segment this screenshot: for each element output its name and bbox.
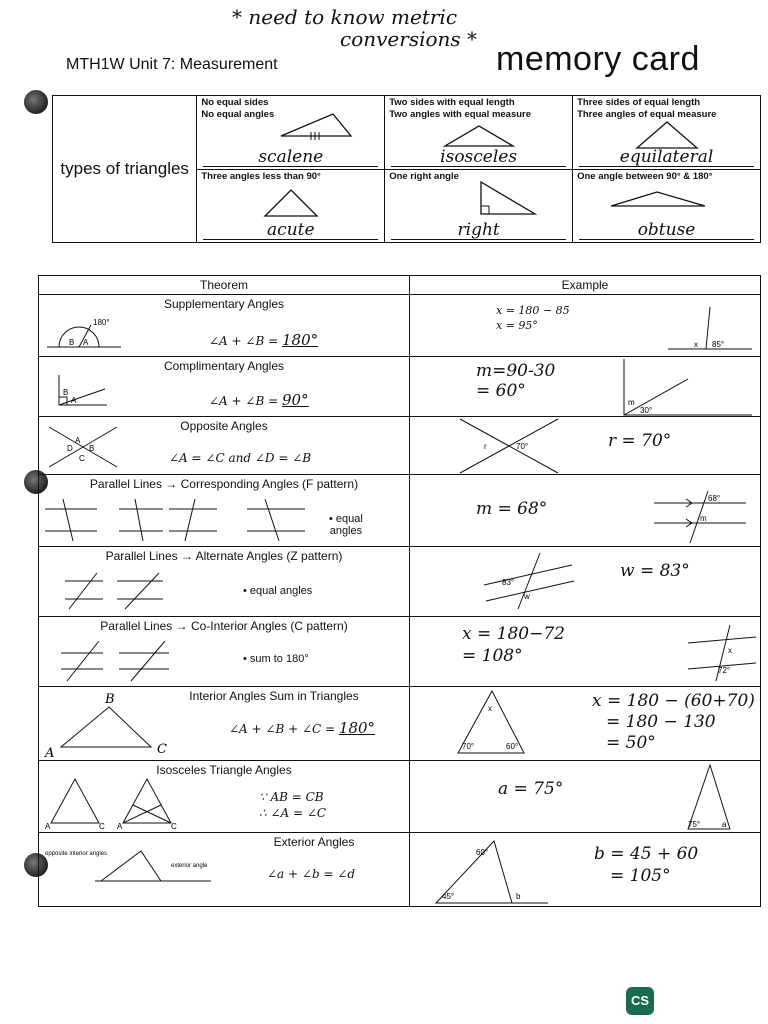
theorem-formula (229, 719, 375, 737)
figure-label: 45° (442, 892, 455, 901)
example-work: a = 75° (498, 779, 564, 799)
answer-obtuse: obtuse (579, 221, 754, 240)
table-row (39, 547, 761, 617)
metric-note (232, 6, 532, 50)
figure-label: 85° (712, 340, 725, 349)
note-line: • equal (329, 513, 363, 525)
theorem-formula (209, 331, 318, 349)
figure-label: A (71, 396, 77, 405)
figure-label: b (516, 892, 521, 901)
theorem-cell (39, 547, 410, 617)
figure-label: C (99, 822, 105, 831)
example-work: w = 83° (620, 561, 690, 581)
example-line: = 180 − 130 (606, 712, 716, 732)
figure-label: A (45, 822, 51, 831)
complimentary-diagram (57, 371, 117, 411)
example-line: x = 180 − 85 (496, 304, 570, 317)
types-label: types of triangles (53, 96, 197, 243)
figure-label: A (83, 338, 89, 347)
figure-label: r (484, 442, 487, 451)
alternate-example-diagram (480, 551, 580, 611)
table-row (39, 833, 761, 907)
figure-label: x (488, 704, 492, 713)
theorem-title: Exterior Angles (273, 835, 355, 849)
answer-right: right (391, 221, 566, 240)
example-cell (410, 687, 761, 761)
figure-label: 30° (640, 406, 653, 415)
figure-label: w (524, 592, 530, 601)
table-row (39, 475, 761, 547)
example-line: x = 180 − (60+70) (592, 691, 755, 711)
theorem-cell (39, 833, 410, 907)
example-cell (410, 357, 761, 417)
figure-label: C (79, 454, 85, 463)
figure-label: x (694, 340, 698, 349)
figure-label: m (700, 514, 707, 523)
answer-acute: acute (203, 221, 378, 240)
formula-line: ∴ ∠A = ∠C (259, 806, 327, 820)
note-line-2: conversions * (340, 27, 478, 51)
type-desc: No equal angles (201, 109, 275, 120)
figure-label: 70° (462, 742, 475, 751)
type-cell-right (385, 169, 573, 243)
triangle-types-table (52, 95, 761, 243)
type-cell-obtuse (573, 169, 761, 243)
theorem-cell (39, 687, 410, 761)
opposite-angles-diagram (45, 423, 125, 471)
formula-answer: 180° (281, 331, 319, 349)
type-desc: Three angles of equal measure (577, 109, 717, 120)
supplementary-example-diagram (666, 305, 756, 355)
obtuse-triangle-icon (609, 188, 709, 212)
supplementary-diagram (45, 313, 125, 353)
isosceles-theorem-diagram (43, 775, 193, 831)
type-desc: Three sides of equal length (577, 97, 701, 108)
exterior-example-diagram (432, 835, 552, 905)
example-cell (410, 547, 761, 617)
figure-label: opposite interior angles (45, 851, 108, 857)
example-line: x = 95° (496, 319, 538, 332)
type-cell-scalene (197, 96, 385, 170)
theorem-title: Supplementary Angles (163, 297, 285, 311)
theorem-formula: ∠a + ∠b = ∠d (267, 867, 356, 881)
figure-label: B (63, 388, 69, 397)
hole-punch-icon (24, 90, 48, 114)
exterior-angle-diagram (41, 847, 231, 887)
theorem-title: Isosceles Triangle Angles (156, 763, 292, 777)
theorem-cell (39, 357, 410, 417)
theorem-note: • sum to 180° (243, 653, 309, 665)
note-line-1: * need to know metric (232, 5, 458, 29)
theorem-cell (39, 761, 410, 833)
co-interior-diagram (59, 639, 209, 683)
figure-label: 60° (506, 742, 519, 751)
theorem-formula: ∠A = ∠C and ∠D = ∠B (169, 451, 312, 465)
type-desc: One right angle (389, 170, 459, 182)
theorem-formula (259, 789, 326, 821)
table-row (39, 295, 761, 357)
opposite-example-diagram (454, 417, 564, 475)
interior-sum-example-diagram (454, 689, 528, 757)
theorem-note: • equal angles (243, 585, 313, 597)
type-desc: Three angles less than 90° (201, 170, 321, 182)
co-interior-example-diagram (686, 623, 760, 683)
table-row (39, 617, 761, 687)
example-line: = 105° (610, 866, 671, 886)
theorem-title: Parallel Lines → Corresponding Angles (F pattern) (89, 477, 359, 491)
table-row (39, 357, 761, 417)
example-cell (410, 417, 761, 475)
example-work (462, 623, 565, 667)
interior-sum-diagram (41, 691, 181, 759)
figure-label: m (628, 398, 635, 407)
example-work (592, 691, 755, 754)
page-title: memory card (496, 40, 700, 78)
answer-scalene: scalene (203, 148, 378, 167)
formula-line: ∵ AB = CB (259, 790, 324, 804)
type-cell-isosceles (385, 96, 573, 170)
column-example: Example (410, 276, 761, 295)
figure-label: C (171, 822, 177, 831)
alternate-angles-diagram (63, 569, 203, 613)
formula-text: ∠A + ∠B = (209, 334, 279, 348)
theorem-title: Parallel Lines → Co-Interior Angles (C pattern) (100, 619, 348, 633)
example-cell (410, 617, 761, 687)
figure-label: x (728, 646, 732, 655)
figure-label: 72° (718, 666, 731, 675)
theorem-title: Complimentary Angles (163, 359, 285, 373)
example-line: x = 180−72 (462, 624, 565, 644)
isosceles-example-diagram (684, 763, 740, 833)
example-work (476, 361, 555, 401)
theorem-title: Opposite Angles (180, 419, 268, 433)
figure-label: A (117, 822, 123, 831)
theorem-cell (39, 295, 410, 357)
theorem-title: Parallel Lines → Alternate Angles (Z pattern) (105, 549, 343, 563)
corresponding-example-diagram (650, 489, 750, 545)
table-row (39, 761, 761, 833)
table-row (39, 687, 761, 761)
theorem-formula (209, 391, 309, 409)
answer-isosceles: isosceles (391, 148, 566, 167)
figure-label: 68° (708, 494, 721, 503)
example-line: = 108° (462, 646, 523, 666)
right-triangle-icon (475, 178, 545, 218)
example-line: b = 45 + 60 (594, 844, 699, 864)
note-line: angles (329, 525, 363, 537)
type-desc: One angle between 90° & 180° (577, 170, 713, 182)
figure-label: A (45, 746, 55, 759)
figure-label: exterior angle (171, 863, 208, 869)
example-work: r = 70° (608, 431, 672, 451)
complimentary-example-diagram (622, 357, 756, 417)
type-desc: No equal sides (201, 97, 269, 108)
corresponding-angles-diagram (43, 495, 313, 545)
figure-label: 75° (688, 820, 701, 829)
theorem-cell (39, 417, 410, 475)
scalene-triangle-icon (277, 110, 357, 140)
example-cell (410, 833, 761, 907)
figure-label: 180° (93, 318, 110, 327)
figure-label: B (69, 338, 75, 347)
formula-text: ∠A + ∠B + ∠C = (229, 722, 336, 736)
figure-label: B (105, 692, 115, 707)
figure-label: A (75, 436, 81, 445)
example-line: = 50° (606, 733, 656, 753)
example-line: m=90-30 (476, 361, 556, 381)
unit-title: MTH1W Unit 7: Measurement (66, 56, 278, 73)
type-desc: Two angles with equal measure (389, 109, 532, 120)
theorem-table (38, 275, 761, 907)
example-cell (410, 761, 761, 833)
figure-label: 70° (516, 442, 529, 451)
example-work: m = 68° (476, 499, 548, 519)
example-cell (410, 475, 761, 547)
theorem-note (329, 513, 363, 537)
theorem-cell (39, 475, 410, 547)
figure-label: D (67, 444, 73, 453)
answer-equilateral: equilateral (579, 148, 754, 167)
type-cell-equilateral (573, 96, 761, 170)
formula-text: ∠A + ∠B = (209, 394, 279, 408)
example-work (594, 843, 698, 887)
figure-label: 60° (476, 848, 489, 857)
example-cell (410, 295, 761, 357)
column-theorem: Theorem (39, 276, 410, 295)
figure-label: C (157, 742, 167, 757)
example-work (496, 303, 570, 333)
table-row (39, 417, 761, 475)
theorem-cell (39, 617, 410, 687)
formula-answer: 90° (281, 391, 309, 409)
figure-label: 83° (502, 578, 515, 587)
isosceles-triangle-icon (439, 122, 519, 150)
figure-label: a (722, 820, 727, 829)
formula-answer: 180° (338, 719, 376, 737)
example-line: = 60° (476, 381, 526, 401)
type-cell-acute (197, 169, 385, 243)
camscanner-badge: CS (626, 987, 654, 1015)
acute-triangle-icon (261, 186, 321, 220)
figure-label: B (89, 444, 95, 453)
type-desc: Two sides with equal length (389, 97, 515, 108)
theorem-title: Interior Angles Sum in Triangles (189, 689, 359, 703)
